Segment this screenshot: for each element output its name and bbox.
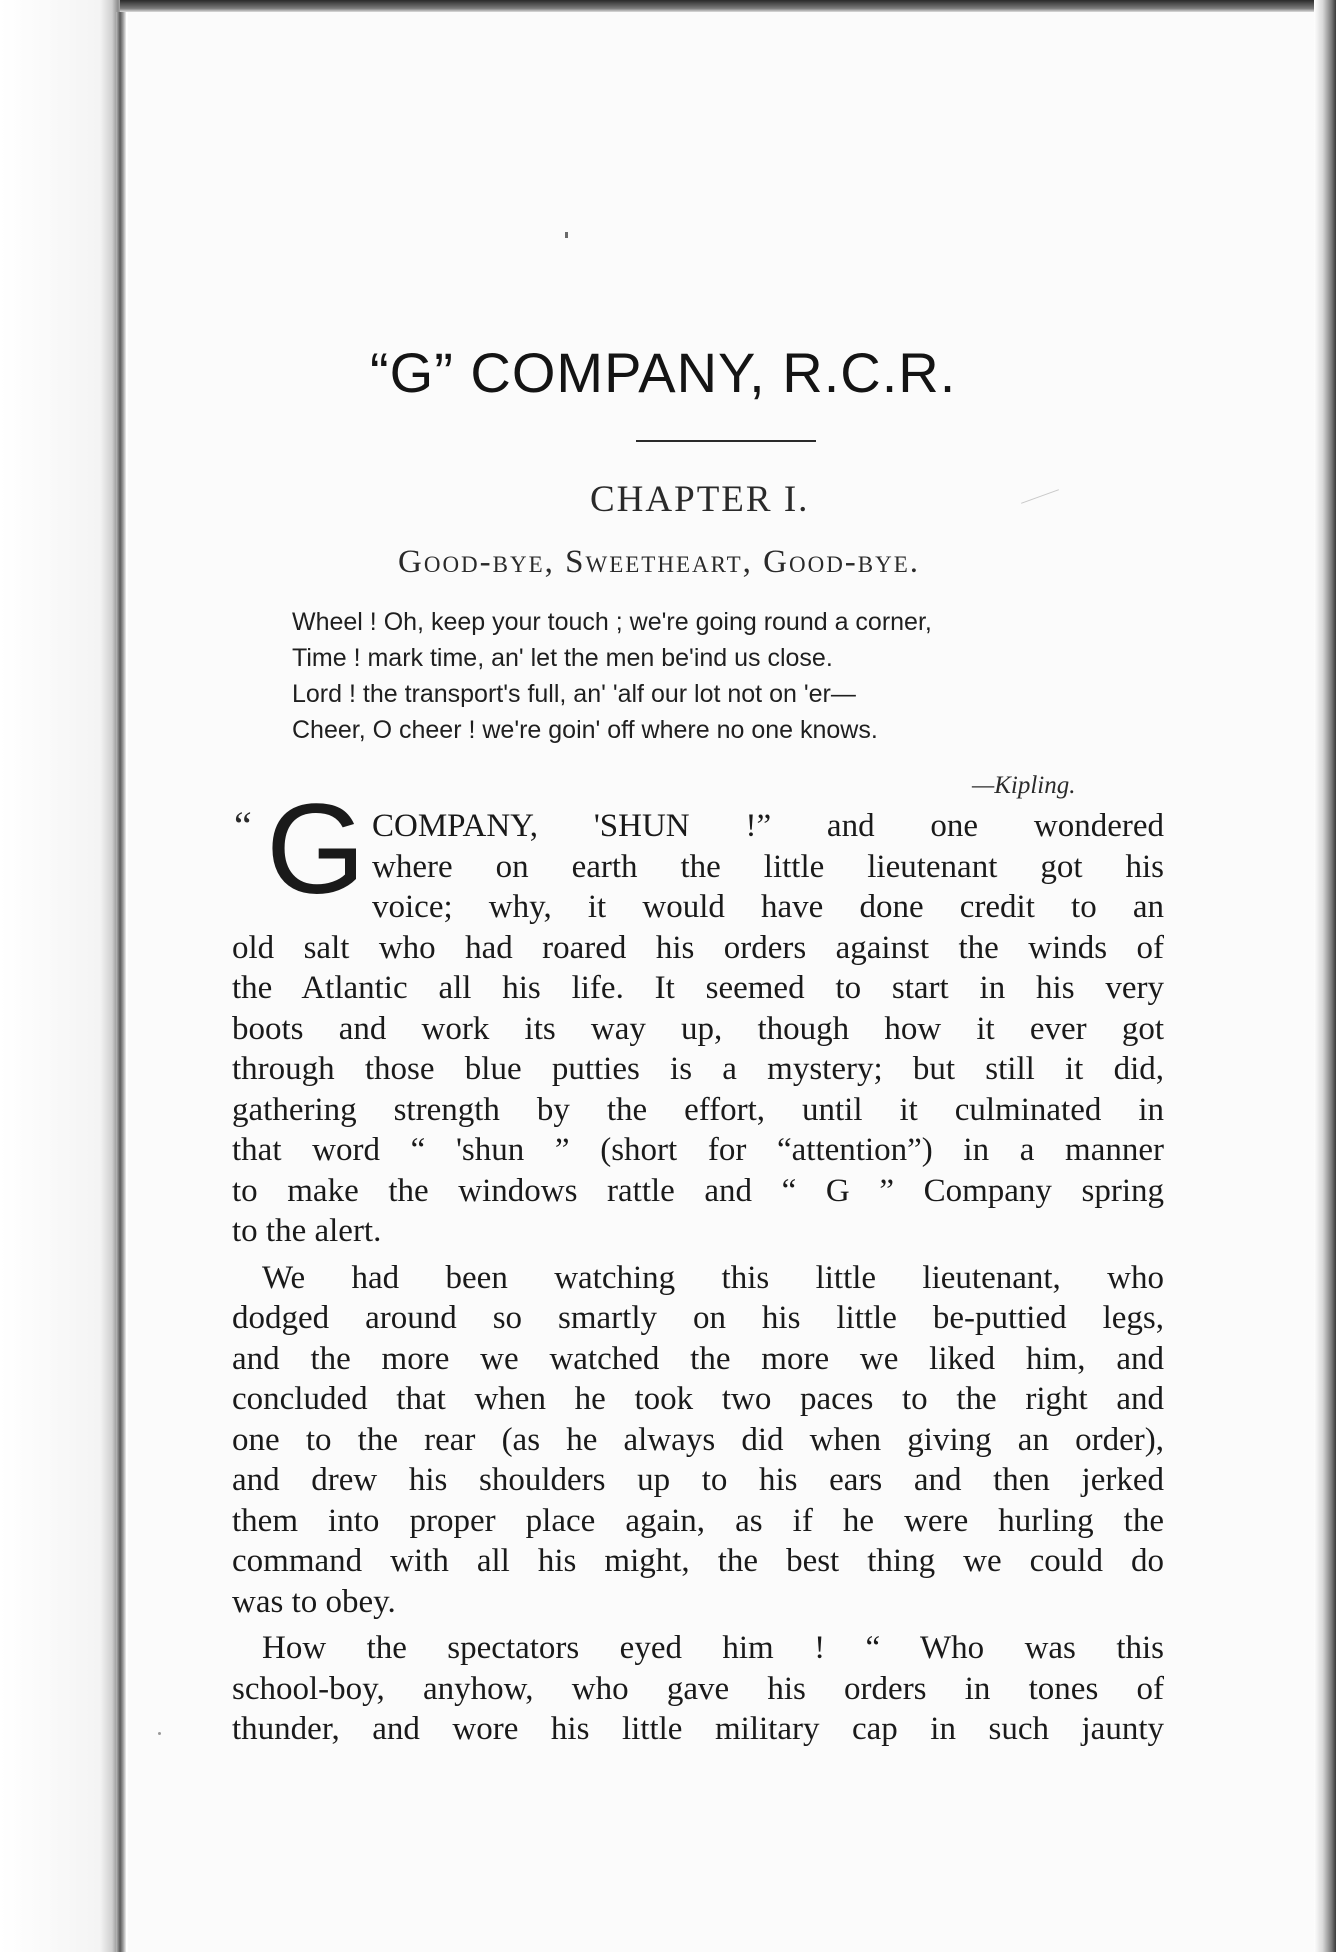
text-line: the Atlantic all his life. It seemed to start in his very	[232, 970, 1164, 1006]
epigraph-line: Lord ! the transport's full, an' 'alf our lot not on 'er—	[292, 680, 856, 708]
page-title: “G” COMPANY, R.C.R.	[370, 341, 957, 404]
text-line: gathering strength by the effort, until it culminated in	[232, 1091, 1164, 1128]
chapter-number: CHAPTER I.	[590, 479, 810, 520]
epigraph-line: Cheer, O cheer ! we're goin' off where no one knows.	[292, 716, 878, 744]
text-line: school-boy, anyhow, who gave his orders in tones of	[232, 1670, 1164, 1707]
epigraph	[292, 604, 1112, 748]
text-line: concluded that when he took two paces to the right and	[232, 1381, 1164, 1417]
book-top-edge	[0, 0, 1336, 12]
text-line: boots and work its way up, though how it ever got	[232, 1010, 1164, 1047]
text-line: command with all his might, the best thing we could do	[232, 1543, 1164, 1579]
title-divider	[636, 440, 816, 442]
paper-speck	[565, 232, 568, 238]
book-gutter	[0, 0, 120, 1952]
text-line: How the spectators eyed him ! “ Who was this	[262, 1630, 1164, 1666]
text-line: dodged around so smartly on his little be-puttied legs,	[232, 1300, 1164, 1336]
drop-quote-mark: “	[234, 803, 252, 848]
text-line: one to the rear (as he always did when giving an order),	[232, 1421, 1164, 1458]
text-line: thunder, and wore his little military cap in such jaunty	[232, 1711, 1164, 1747]
body-text	[232, 806, 1164, 1750]
epigraph-line: Wheel ! Oh, keep your touch ; we're going round a corner,	[292, 608, 932, 636]
text-line: was to obey.	[232, 1583, 396, 1620]
text-line: to the alert.	[232, 1213, 382, 1249]
book-right-edge	[1314, 0, 1336, 1952]
text-line: old salt who had roared his orders against the winds of	[232, 929, 1164, 966]
text-line: through those blue putties is a mystery; but still it did,	[232, 1051, 1164, 1087]
text-line: and the more we watched the more we liked him, and	[232, 1340, 1164, 1377]
epigraph-attribution: —Kipling.	[972, 772, 1076, 799]
text-line: voice; why, it would have done credit to an	[372, 889, 1164, 925]
text-line: We had been watching this little lieutenant, who	[262, 1259, 1164, 1296]
text-line: COMPANY, 'SHUN !” and one wondered	[372, 808, 1164, 844]
chapter-title: Good-bye, Sweetheart, Good-bye.	[398, 544, 921, 580]
text-line: where on earth the little lieutenant got his	[372, 848, 1164, 885]
book-spine	[116, 12, 126, 1952]
text-line: that word “ 'shun ” (short for “attention”) in a manner	[232, 1132, 1164, 1168]
text-line: to make the windows rattle and “ G ” Company spring	[232, 1172, 1164, 1209]
text-line: and drew his shoulders up to his ears and then jerked	[232, 1462, 1164, 1498]
paper-speck	[158, 1732, 161, 1735]
epigraph-line: Time ! mark time, an' let the men be'ind us close.	[292, 644, 833, 672]
drop-cap: G	[266, 778, 366, 921]
text-line: them into proper place again, as if he were hurling the	[232, 1502, 1164, 1539]
